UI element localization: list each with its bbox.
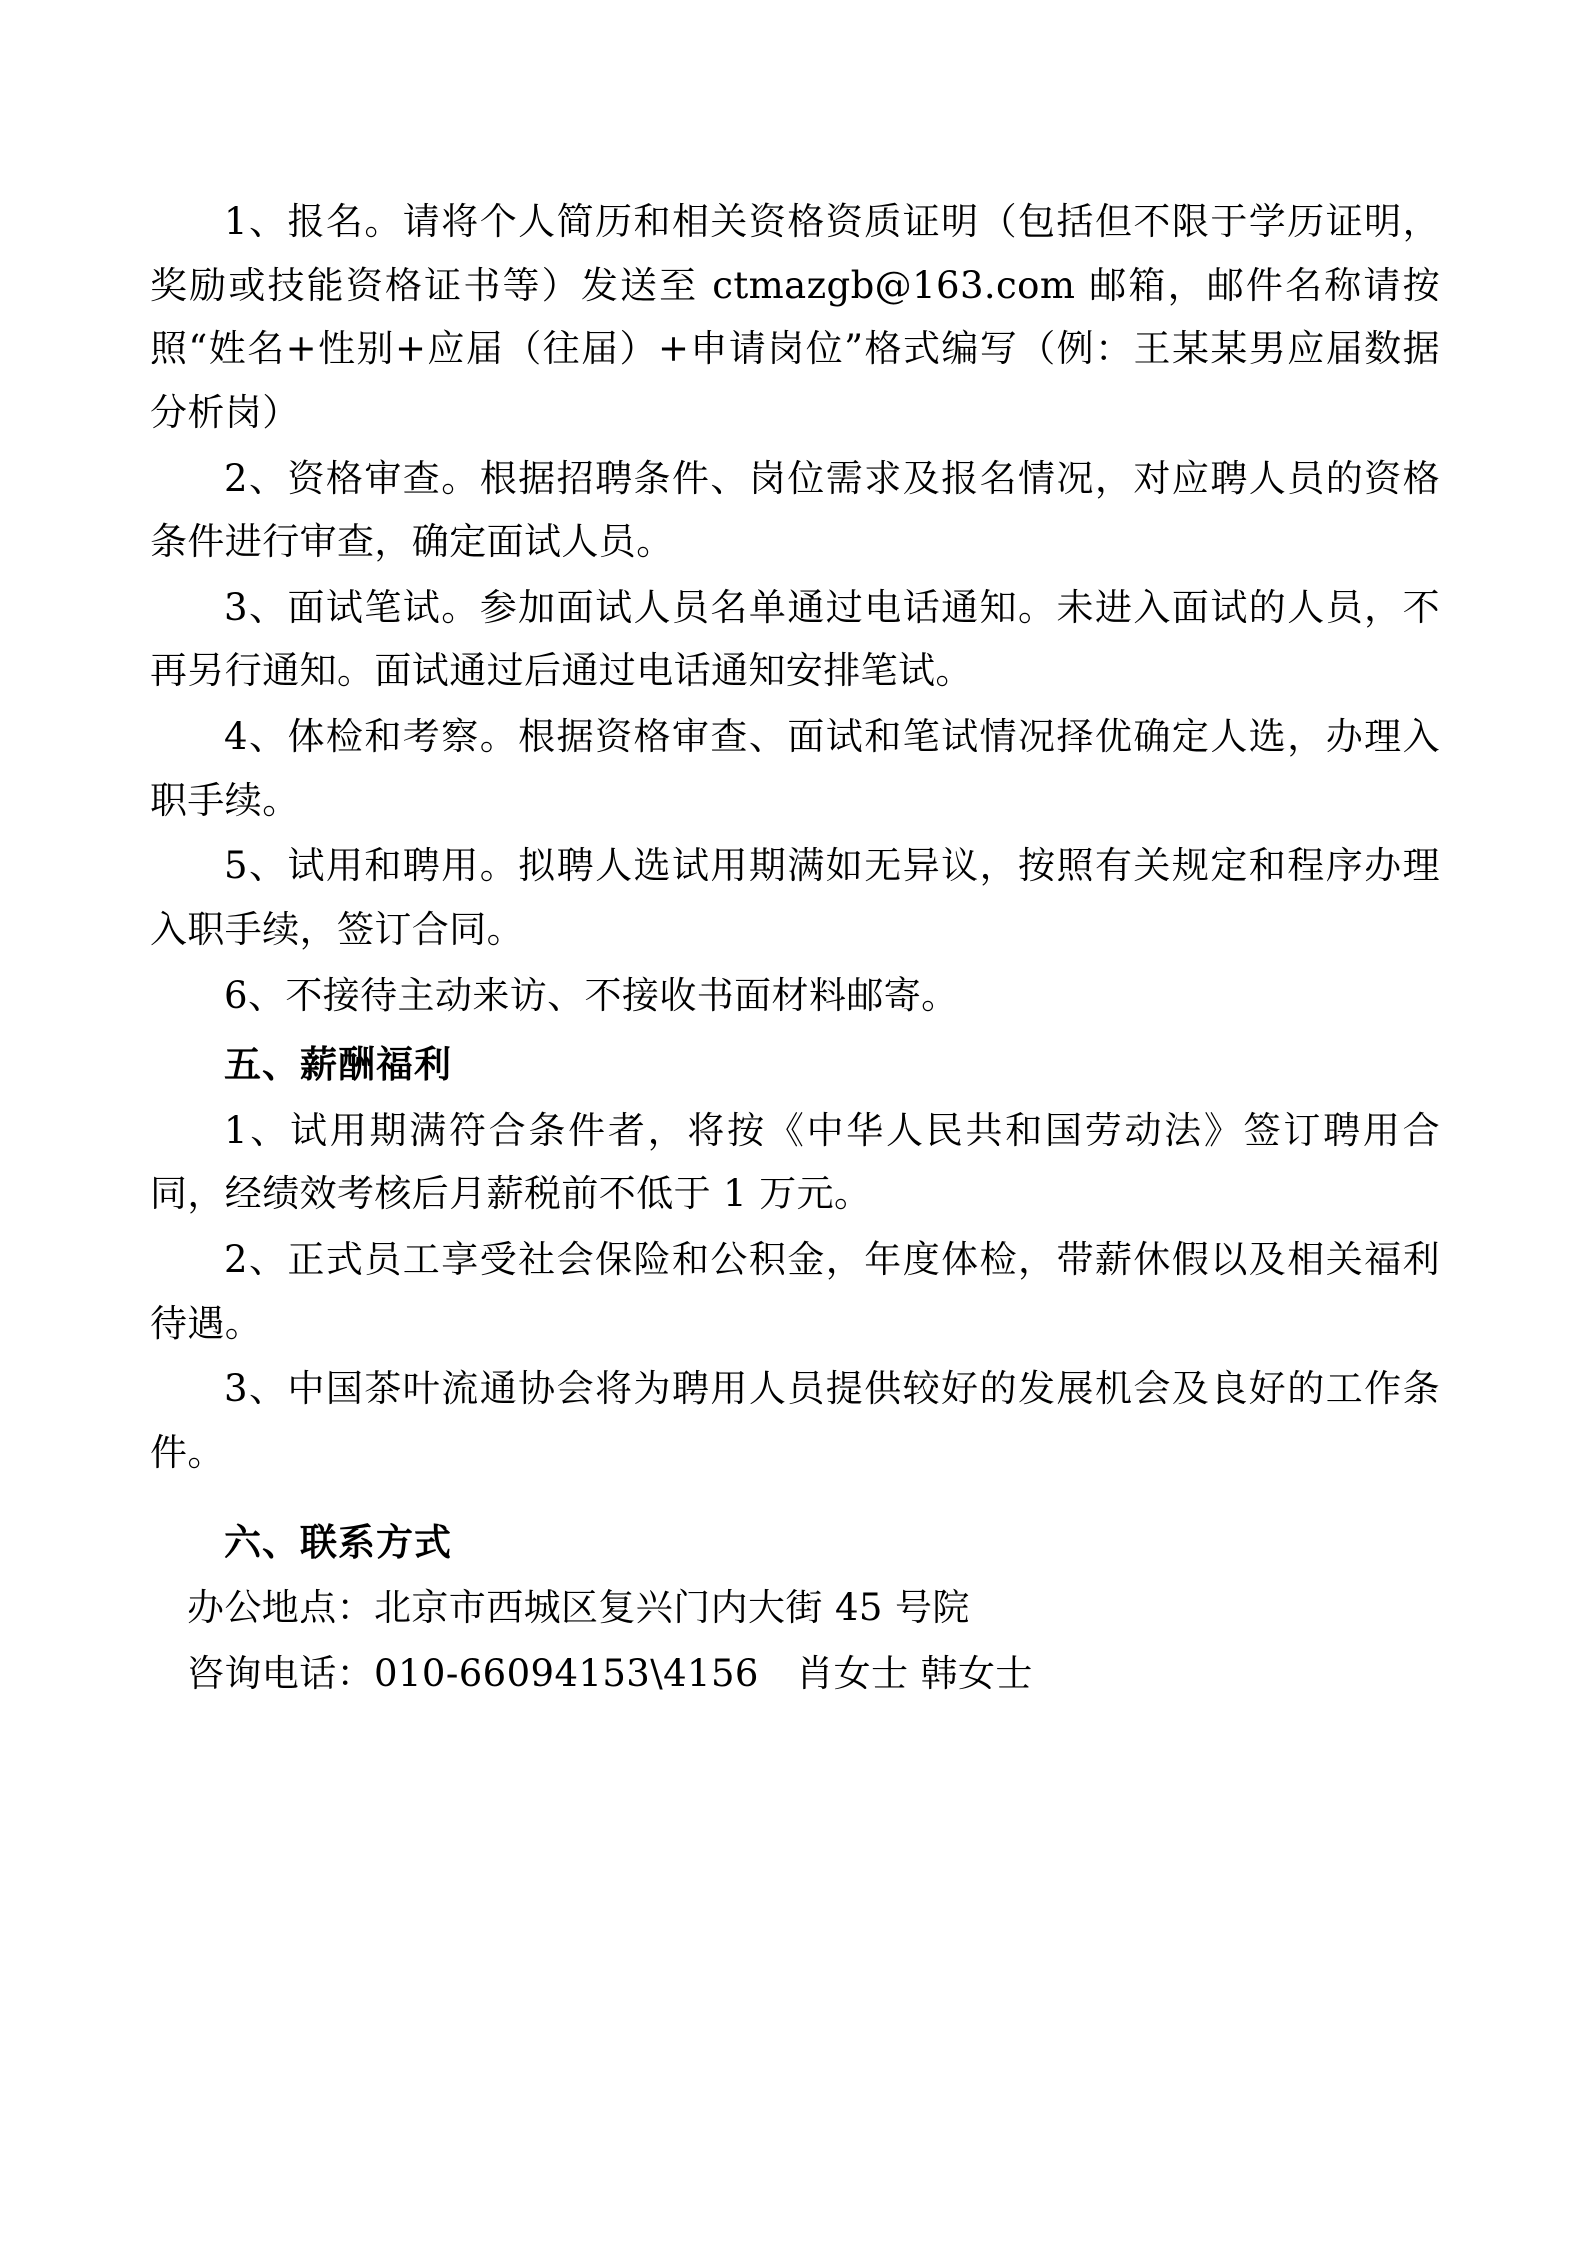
salary-item-2: 2、正式员工享受社会保险和公积金，年度体检，带薪休假以及相关福利待遇。 [150,1238,1440,1345]
procedure-item-3: 3、面试笔试。参加面试人员名单通过电话通知。未进入面试的人员，不再另行通知。面试通过后通过电话通知安排笔试。 [150,585,1440,693]
salary-item-1: 1、试用期满符合条件者，将按《中华人民共和国劳动法》签订聘用合同，经绩效考核后月薪税前不低于 1 万元。 [150,1108,1440,1216]
salary-item-3: 3、中国茶叶流通协会将为聘用人员提供较好的发展机会及良好的工作条件。 [150,1367,1440,1474]
procedure-item-4: 4、体检和考察。根据资格审查、面试和笔试情况择优确定人选，办理入职手续。 [150,715,1440,822]
procedure-item-1: 1、报名。请将个人简历和相关资格资质证明（包括但不限于学历证明，奖励或技能资格证书等）发送至 ctmazgb@163.com 邮箱，邮件名称请按照“姓名+性别+应届（往届）+申请岗位”格式编写（例：王某某男应届数据分析岗） [150,200,1440,434]
contact-phone: 咨询电话：010-66094153\4156 肖女士 韩女士 [187,1651,1033,1695]
document-body [150,190,1440,1705]
procedure-item-6: 6、不接待主动来访、不接收书面材料邮寄。 [224,973,959,1017]
contact-office-address: 办公地点：北京市西城区复兴门内大街 45 号院 [187,1586,970,1630]
procedure-item-2: 2、资格审查。根据招聘条件、岗位需求及报名情况，对应聘人员的资格条件进行审查，确定面试人员。 [150,456,1440,564]
procedure-item-5: 5、试用和聘用。拟聘人选试用期满如无异议，按照有关规定和程序办理入职手续，签订合同。 [150,844,1440,951]
section-heading-contact: 六、联系方式 [224,1519,452,1564]
section-heading-salary: 五、薪酬福利 [224,1042,452,1087]
